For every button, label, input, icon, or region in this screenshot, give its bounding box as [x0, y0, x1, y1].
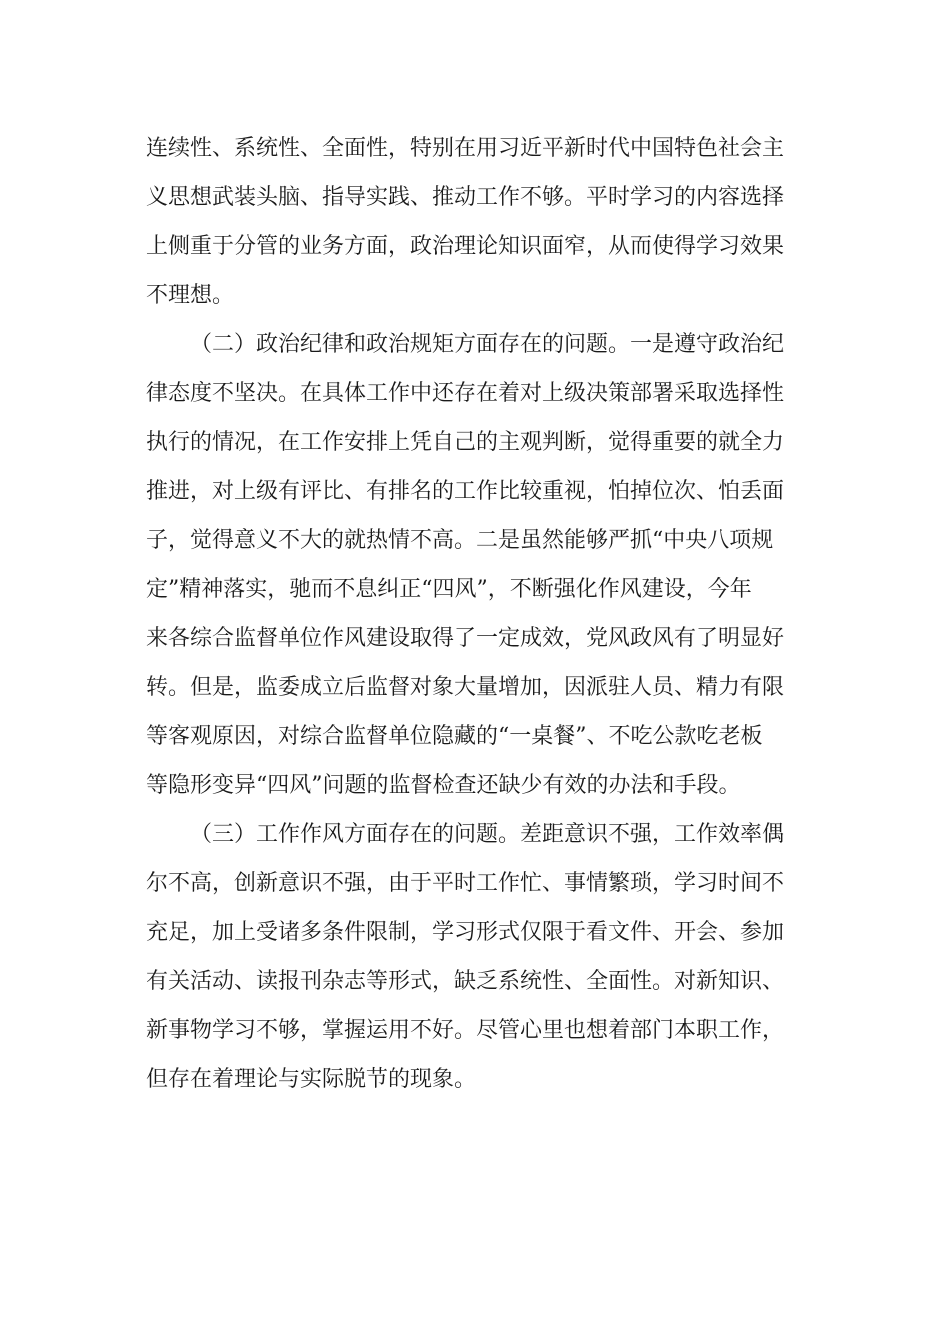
paragraph-line: 充足，加上受诸多条件限制，学习形式仅限于看文件、开会、参加 — [146, 920, 785, 945]
document-body — [146, 124, 796, 1104]
paragraph-2 — [146, 320, 796, 810]
paragraph-line: 连续性、系统性、全面性，特别在用习近平新时代中国特色社会主 — [146, 136, 785, 161]
paragraph-line: （二）政治纪律和政治规矩方面存在的问题。一是遵守政治纪 — [190, 332, 785, 357]
paragraph-line: 推进，对上级有评比、有排名的工作比较重视，怕掉位次、怕丢面 — [146, 479, 785, 504]
paragraph-line: 转。但是，监委成立后监督对象大量增加，因派驻人员、精力有限 — [146, 675, 785, 700]
paragraph-3 — [146, 810, 796, 1104]
paragraph-line: 新事物学习不够，掌握运用不好。尽管心里也想着部门本职工作， — [146, 1018, 785, 1043]
paragraph-line: 有关活动、读报刊杂志等形式，缺乏系统性、全面性。对新知识、 — [146, 969, 785, 994]
paragraph-line: 定”精神落实，驰而不息纠正“四风”，不断强化作风建设，今年 — [146, 577, 752, 602]
paragraph-1 — [146, 124, 796, 320]
paragraph-line: 不理想。 — [146, 283, 235, 308]
paragraph-line: 执行的情况，在工作安排上凭自己的主观判断，觉得重要的就全力 — [146, 430, 785, 455]
paragraph-line: 尔不高，创新意识不强，由于平时工作忙、事情繁琐，学习时间不 — [146, 871, 785, 896]
paragraph-line: 来各综合监督单位作风建设取得了一定成效，党风政风有了明显好 — [146, 626, 785, 651]
paragraph-line: 但存在着理论与实际脱节的现象。 — [146, 1067, 477, 1092]
paragraph-line: 等隐形变异“四风”问题的监督检查还缺少有效的办法和手段。 — [146, 773, 741, 798]
paragraph-line: 等客观原因，对综合监督单位隐藏的“一桌餐”、不吃公款吃老板 — [146, 724, 763, 749]
paragraph-line: 子，觉得意义不大的就热情不高。二是虽然能够严抓“中央八项规 — [146, 528, 774, 553]
paragraph-line: 律态度不坚决。在具体工作中还存在着对上级决策部署采取选择性 — [146, 381, 785, 406]
paragraph-line: 义思想武装头脑、指导实践、推动工作不够。平时学习的内容选择 — [146, 185, 785, 210]
paragraph-line: （三）工作作风方面存在的问题。差距意识不强，工作效率偶 — [190, 822, 785, 847]
paragraph-line: 上侧重于分管的业务方面，政治理论知识面窄，从而使得学习效果 — [146, 234, 785, 259]
